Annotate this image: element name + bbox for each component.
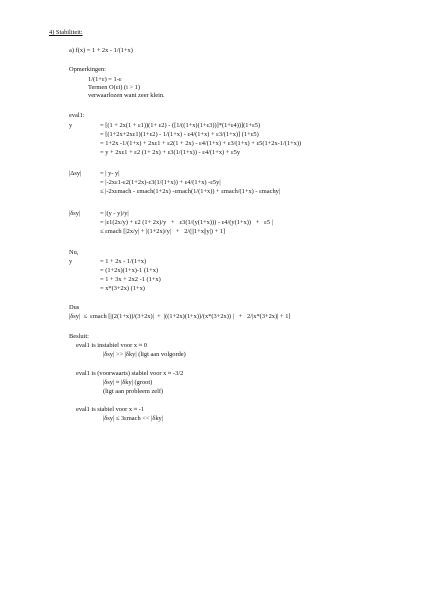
- remark-line: 1/(1+ε) = 1-ε: [88, 76, 122, 83]
- conclusion-item-title: eval1 is instabiel voor x ≈ 0: [76, 342, 147, 349]
- nu-line: = x*(3+2x) (1+x): [100, 285, 145, 292]
- conclusion-item-line: |δsy| ≤ 3εmach << |δky|: [103, 415, 164, 422]
- y-derivation-line: = [(1+2x+2xε1)(1+ε2) - 1/(1+x) - ε4/(1+x) + ε3/(1+x)] (1+ε5): [100, 131, 259, 138]
- rel-error-line: = |(y - y)/y|: [100, 210, 129, 217]
- rel-error-line: = |ε1(2x/y) + ε2 (1+ 2x)/y + ε3(1/(y(1+x))) - ε4/(y(1+x)) + ε5 |: [100, 219, 273, 226]
- rel-error-label: |δsy|: [69, 210, 81, 217]
- abs-error-line: = |-2xε1-ε2(1+2x)-ε3(1/(1+x)) + ε4/(1+x) -ε5y|: [100, 179, 221, 186]
- remark-line: verwaarlozen want zeer klein.: [88, 92, 165, 99]
- conclusion-title: Besluit:: [69, 333, 89, 340]
- abs-error-line: ≤ |-2xεmach - εmach(1+2x) -εmach(1/(1+x)) + εmach/(1+x) - εmachy|: [100, 188, 281, 195]
- conclusion-item-line: |δsy| ≈ |δky| (groot): [103, 379, 153, 386]
- nu-line: = 1 + 3x + 2x2 -1 (1+x): [100, 276, 161, 283]
- remarks-title: Opmerkingen:: [69, 66, 106, 73]
- y-label: y: [69, 122, 73, 129]
- y-derivation-line: = 1+2x -1/(1+x) + 2xε1 + ε2(1 + 2x) - ε4/(1+x) + ε3/(1+x) + ε5(1+2x-1/(1+x)): [100, 140, 302, 147]
- y-derivation-line: = [(1 + 2x(1 + ε1))(1+ ε2) - ([1/((1+x)(1+ε3))]*(1+ε4))](1+ε5): [100, 122, 261, 129]
- rel-error-line: ≤ εmach [|2x/y| + |(1+2x)/y| + 2/(||1+x||y|) + 1]: [100, 228, 226, 235]
- conclusion-item-line: |δsy| >> |δky| (ligt aan volgorde): [103, 351, 186, 358]
- dus-line: |δsy| ≤ εmach [|(2(1+x))/(3+2x)| + |((1+2x)(1+x))/(x*(3+2x)) | + 2/|x*(3+2x)| + 1]: [69, 313, 291, 320]
- function-definition: a) f(x) = 1 + 2x - 1/(1+x): [69, 47, 133, 54]
- nu-line: = (1+2x)(1+x)-1 (1+x): [100, 267, 159, 274]
- conclusion-item-line: (ligt aan probleem zelf): [103, 388, 164, 395]
- nu-y-label: y: [69, 258, 73, 265]
- eval-title: eval1:: [69, 112, 85, 119]
- y-derivation-line: = y + 2xε1 + ε2 (1+ 2x) + ε3(1/(1+x)) - ε4/(1+x) + ε5y: [100, 149, 241, 156]
- abs-error-label: |Δsy|: [69, 170, 82, 177]
- nu-line: = 1 + 2x - 1/(1+x): [100, 258, 147, 265]
- abs-error-line: = | y- y|: [100, 170, 120, 177]
- conclusion-item-title: eval1 is (voorwaarts) stabiel voor x ≈ -3/2: [76, 370, 184, 377]
- dus-title: Dus: [69, 304, 80, 311]
- nu-title: Nu,: [69, 249, 79, 256]
- remark-line: Termen O(εi) (i > 1): [88, 84, 140, 91]
- section-heading: 4) Stabiliteit:: [49, 29, 83, 36]
- conclusion-item-title: eval1 is stabiel voor x ≈ -1: [76, 406, 145, 413]
